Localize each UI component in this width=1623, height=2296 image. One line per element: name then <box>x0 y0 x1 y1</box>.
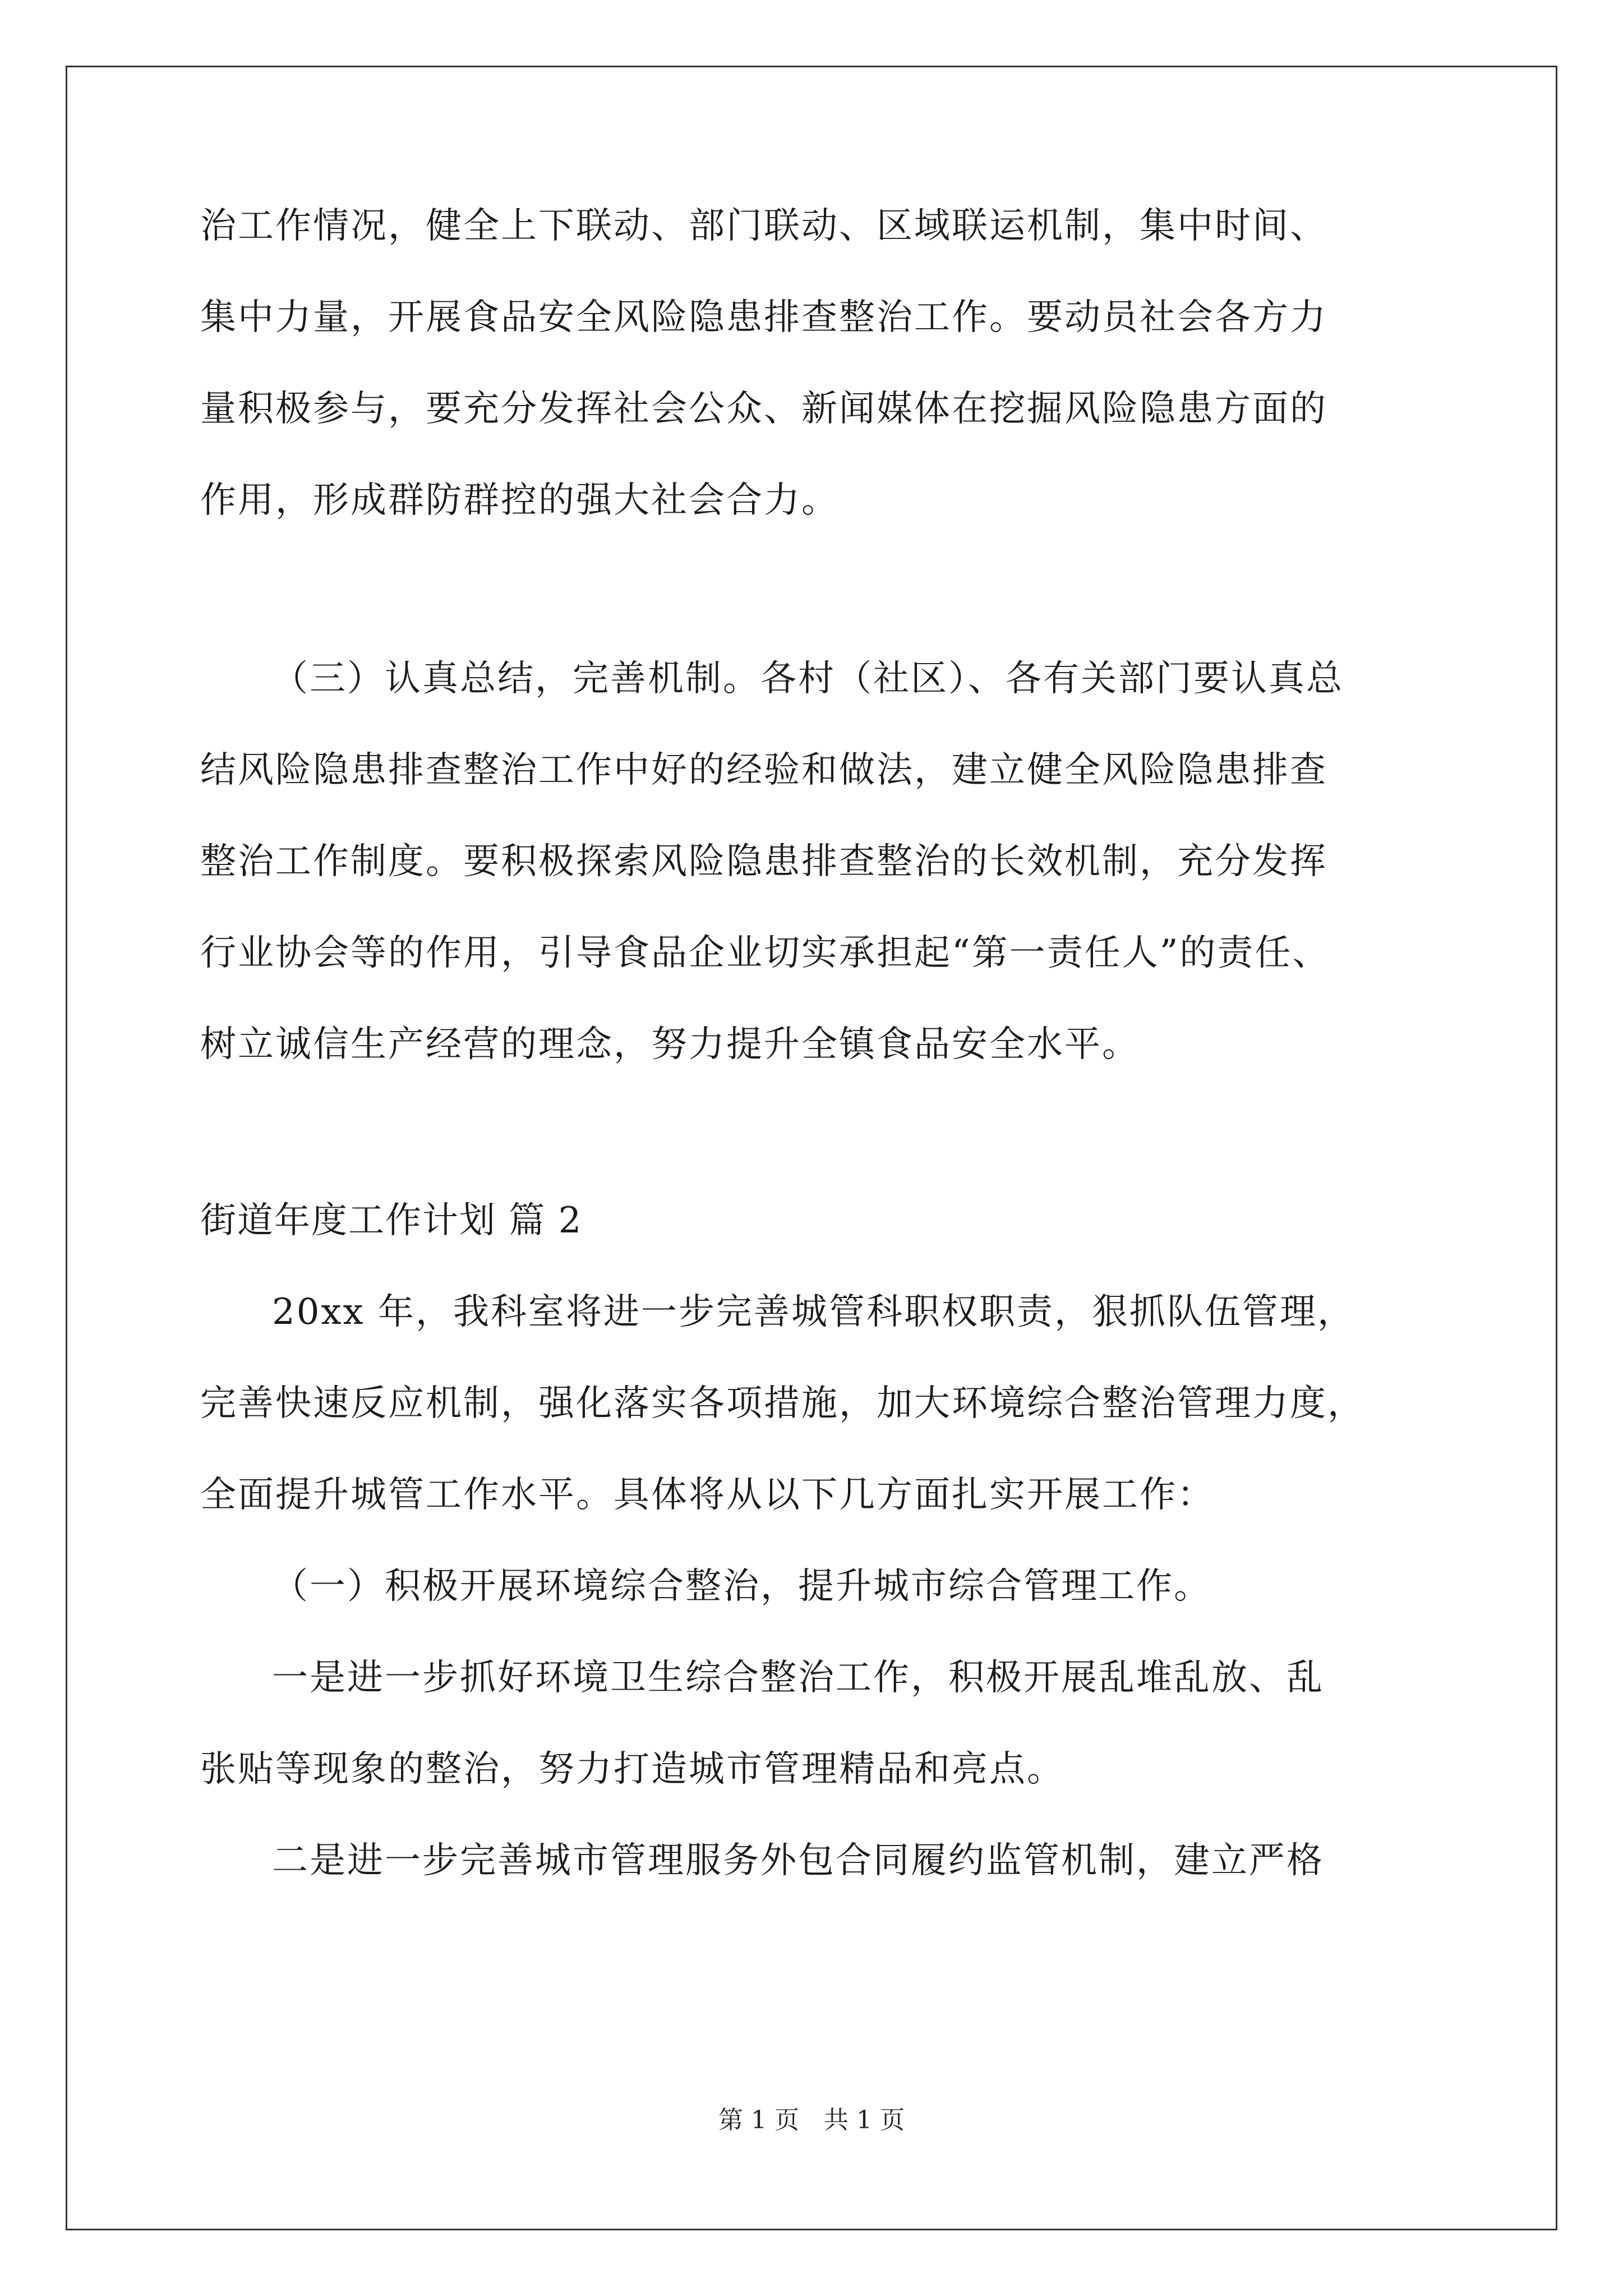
text-line: 作用，形成群防群控的强大社会合力。 <box>200 480 839 521</box>
text-line: 行业协会等的作用，引导食品企业切实承担起“第一责任人”的责任、 <box>200 932 1330 974</box>
text-line: 二是进一步完善城市管理服务外包合同履约监管机制，建立严格 <box>272 1840 1324 1881</box>
text-line: 一是进一步抓好环境卫生综合整治工作，积极开展乱堆乱放、乱 <box>272 1657 1324 1699</box>
text-line: 树立诚信生产经营的理念，努力提升全镇食品安全水平。 <box>200 1024 1140 1065</box>
text-line: 治工作情况，健全上下联动、部门联动、区域联运机制，集中时间、 <box>200 205 1327 247</box>
text-line: 完善快速反应机制，强化落实各项措施，加大环境综合整治管理力度， <box>200 1383 1365 1424</box>
text-line: 20xx 年，我科室将进一步完善城管科职权职责，狠抓队伍管理， <box>272 1291 1355 1333</box>
text-line: 张贴等现象的整治，努力打造城市管理精品和亮点。 <box>200 1749 1064 1790</box>
text-line: 整治工作制度。要积极探索风险隐患排查整治的长效机制，充分发挥 <box>200 841 1327 882</box>
text-line: 结风险隐患排查整治工作中好的经验和做法，建立健全风险隐患排查 <box>200 749 1327 791</box>
page-number: 第 1 页 共 1 页 <box>718 2106 905 2134</box>
text-line: 全面提升城管工作水平。具体将从以下几方面扎实开展工作： <box>200 1474 1215 1516</box>
text-line: 量积极参与，要充分发挥社会公众、新闻媒体在挖掘风险隐患方面的 <box>200 388 1327 430</box>
section-heading: 街道年度工作计划 篇 2 <box>200 1200 583 1241</box>
text-line: （一）积极开展环境综合整治，提升城市综合管理工作。 <box>272 1566 1211 1607</box>
text-line: （三）认真总结，完善机制。各村（社区）、各有关部门要认真总 <box>272 658 1344 700</box>
text-line: 集中力量，开展食品安全风险隐患排查整治工作。要动员社会各方力 <box>200 297 1327 338</box>
